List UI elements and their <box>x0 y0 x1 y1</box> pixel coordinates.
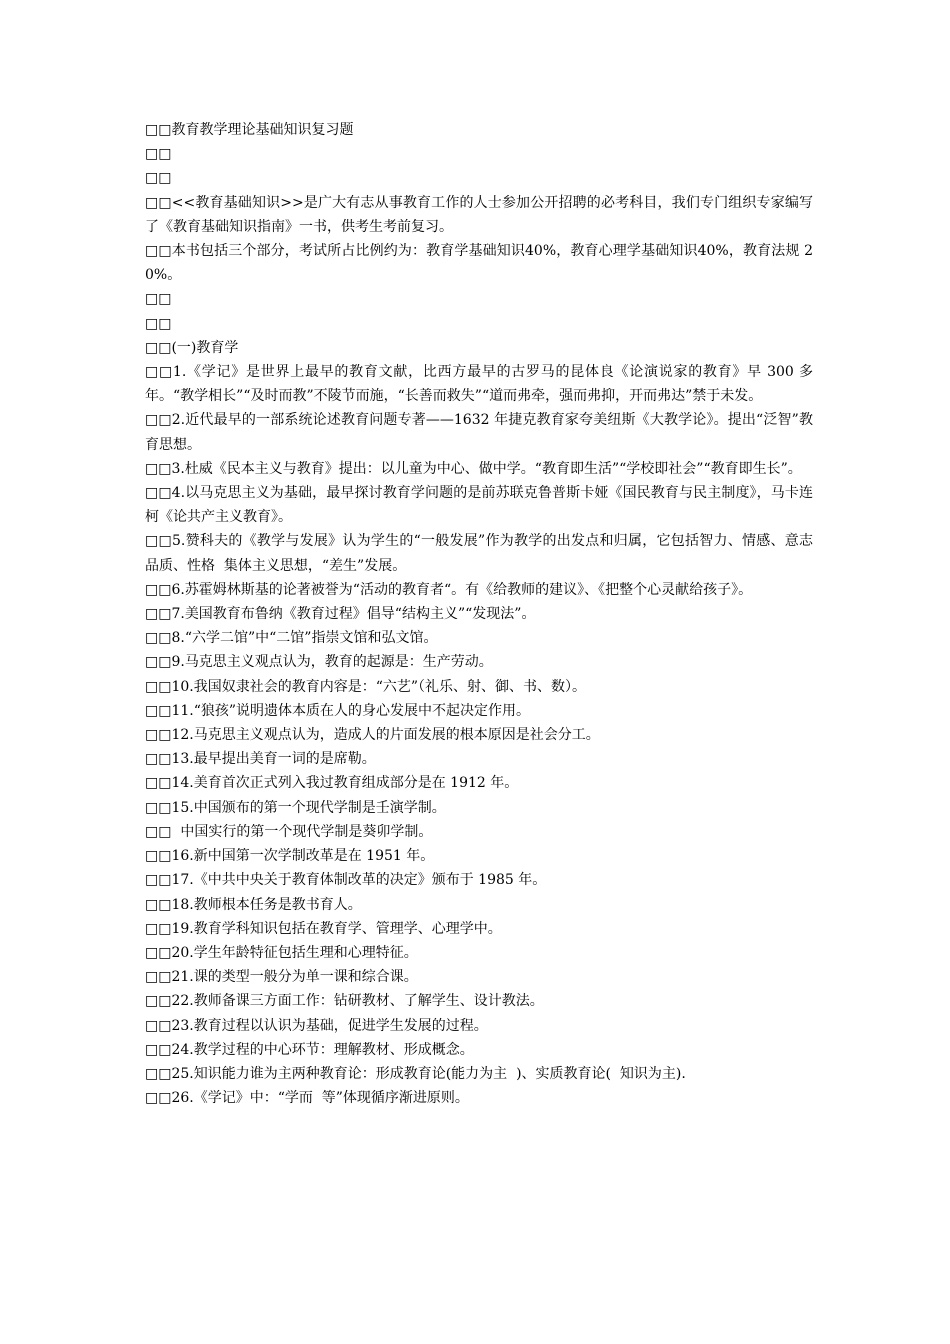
list-item: □□14.美育首次正式列入我过教育组成部分是在 1912 年。 <box>145 775 519 792</box>
blank-line: □□ <box>145 291 172 308</box>
intro-paragraph: □□<<教育基础知识>>是广大有志从事教育工作的人士参加公开招聘的必考科目，我们专门组织专家编写了《教育基础知识指南》一书，供考生考前复习。 <box>145 194 813 235</box>
list-item: □□1.《学记》是世界上最早的教育文献，比西方最早的古罗马的昆体良《论演说家的教育》早 300 多年。“教学相长”“及时而教”不陵节而施，“长善而救失”“道而弗牵，强而弗抑，开而弗达”禁于未发。 <box>145 364 813 405</box>
list-item: □□26.《学记》中：“学而 等”体现循序渐进原则。 <box>145 1090 469 1107</box>
list-item: □□4.以马克思主义为基础，最早探讨教育学问题的是前苏联克鲁普斯卡娅《国民教育与民主制度》，马卡连柯《论共产主义教育》。 <box>145 485 813 526</box>
list-item: □□19.教育学科知识包括在教育学、管理学、心理学中。 <box>145 920 502 937</box>
document-title: □□教育教学理论基础知识复习题 <box>145 122 354 138</box>
list-item: □□7.美国教育布鲁纳《教育过程》倡导“结构主义”“发现法”。 <box>145 606 536 623</box>
list-item: □□8.“六学二馆”中“二馆”指崇文馆和弘文馆。 <box>145 630 438 647</box>
blank-line: □□ <box>145 315 172 332</box>
list-item: □□16.新中国第一次学制改革是在 1951 年。 <box>145 848 435 865</box>
list-item: □□ 中国实行的第一个现代学制是葵卯学制。 <box>145 823 433 840</box>
list-item: □□13.最早提出美育一词的是席勒。 <box>145 751 376 768</box>
blank-line: □□ <box>145 170 172 187</box>
blank-line: □□ <box>145 146 172 163</box>
section-heading: □□(一)教育学 <box>145 339 239 356</box>
list-item: □□6.苏霍姆林斯基的论著被誉为“活动的教育者“。有《给教师的建议》、《把整个心灵献给孩子》。 <box>145 581 753 598</box>
list-item: □□18.教师根本任务是教书育人。 <box>145 896 362 913</box>
list-item: □□20.学生年龄特征包括生理和心理特征。 <box>145 944 418 961</box>
list-item: □□9.马克思主义观点认为，教育的起源是：生产劳动。 <box>145 654 493 671</box>
list-item: □□3.杜威《民本主义与教育》提出：以儿童为中心、做中学。“教育即生活”“学校即社会”“教育即生长”。 <box>145 460 802 477</box>
intro-paragraph: □□本书包括三个部分，考试所占比例约为：教育学基础知识40%，教育心理学基础知识40%，教育法规 20%。 <box>145 243 813 284</box>
document-page <box>145 118 813 1110</box>
list-item: □□22.教师备课三方面工作：钻研教材、了解学生、设计教法。 <box>145 993 544 1010</box>
list-item: □□15.中国颁布的第一个现代学制是壬演学制。 <box>145 799 446 816</box>
list-item: □□23.教育过程以认识为基础，促进学生发展的过程。 <box>145 1017 488 1034</box>
list-item: □□25.知识能力谁为主两种教育论：形成教育论(能力为主 )、实质教育论( 知识为主). <box>145 1065 686 1082</box>
list-item: □□24.教学过程的中心环节：理解教材、形成概念。 <box>145 1041 474 1058</box>
list-item: □□12.马克思主义观点认为，造成人的片面发展的根本原因是社会分工。 <box>145 727 600 744</box>
list-item: □□17.《中共中央关于教育体制改革的决定》颁布于 1985 年。 <box>145 872 547 889</box>
list-item: □□11.“狼孩”说明遗体本质在人的身心发展中不起决定作用。 <box>145 702 531 719</box>
list-item: □□10.我国奴隶社会的教育内容是：“六艺”（礼乐、射、御、书、数）。 <box>145 678 587 695</box>
list-item: □□5.赞科夫的《教学与发展》认为学生的“一般发展”作为教学的出发点和归属，它包括智力、情感、意志品质、性格 集体主义思想，“差生”发展。 <box>145 533 813 574</box>
list-item: □□21.课的类型一般分为单一课和综合课。 <box>145 969 418 986</box>
list-item: □□2.近代最早的一部系统论述教育问题专著——1632 年捷克教育家夸美纽斯《大教学论》。提出“泛智”教育思想。 <box>145 412 813 453</box>
